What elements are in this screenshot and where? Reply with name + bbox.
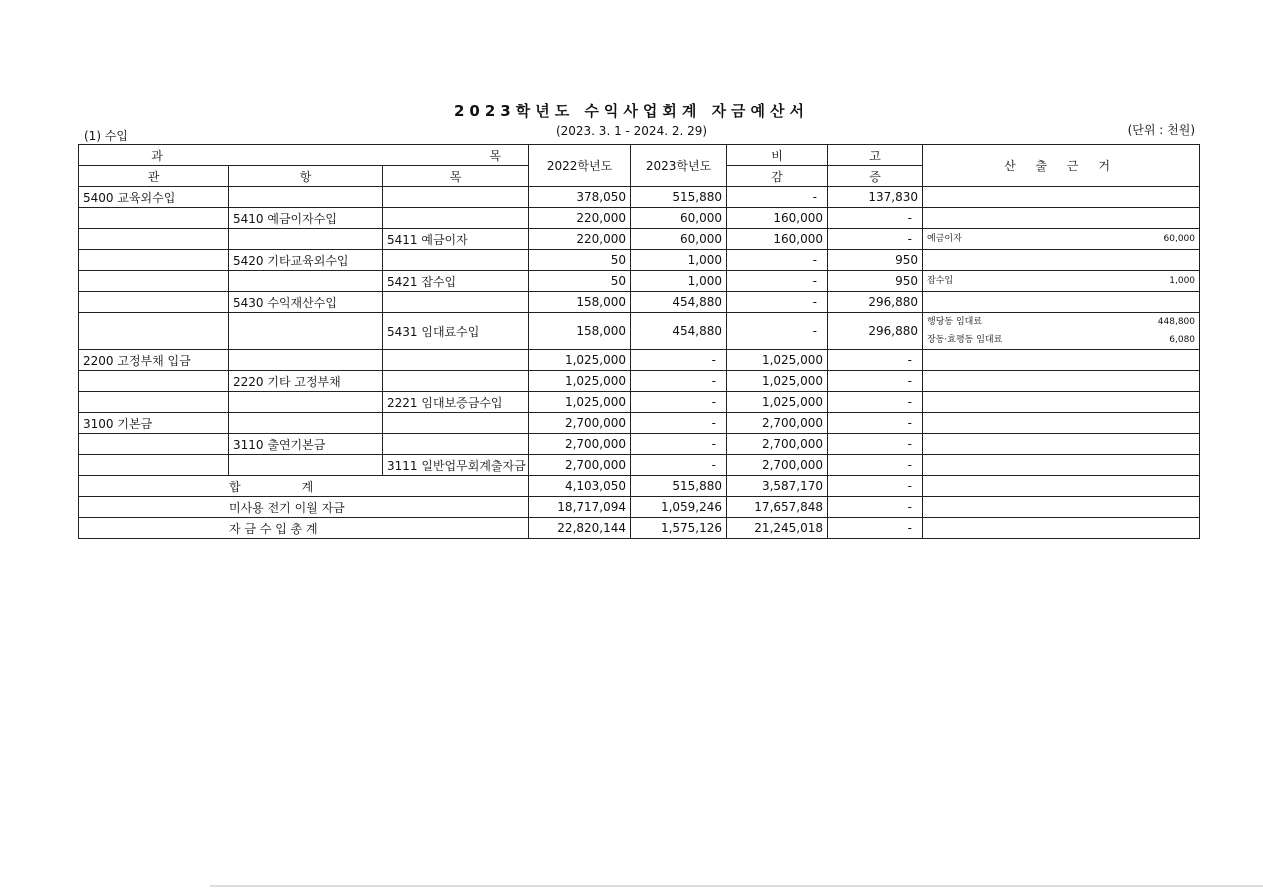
basis-line [927,272,1195,290]
summary-basis [923,497,1200,518]
header-basis: 산 출 근 거 [923,145,1200,187]
increase-cell: 296,880 [828,313,923,350]
header-decrease: 감 [727,166,828,187]
gwan-cell: 2200 고정부채 입금 [79,350,229,371]
amount-2023: - [631,434,727,455]
mok-cell: 5431 임대료수입 [383,313,529,350]
header-gwa-mok [79,145,529,166]
mok-cell [383,434,529,455]
summary-row [79,497,1200,518]
summary-2023: 1,059,246 [631,497,727,518]
hang-cell [229,271,383,292]
mok-cell [383,371,529,392]
basis-cell [923,313,1200,350]
hang-cell [229,313,383,350]
basis-value: 1,000 [1169,276,1196,286]
mok-cell [383,208,529,229]
basis-cell [923,271,1200,292]
decrease-cell: 1,025,000 [727,350,828,371]
table-row [79,187,1200,208]
header-bi: 비 [727,145,828,166]
basis-cell [923,434,1200,455]
decrease-cell: 2,700,000 [727,434,828,455]
decrease-cell: - [727,313,828,350]
hang-cell: 5410 예금이자수입 [229,208,383,229]
summary-increase: - [828,518,923,539]
amount-2023: 454,880 [631,313,727,350]
gwan-cell [79,229,229,250]
hang-cell [229,229,383,250]
decrease-cell: 1,025,000 [727,371,828,392]
amount-2023: - [631,350,727,371]
increase-cell: - [828,229,923,250]
increase-cell: 296,880 [828,292,923,313]
basis-cell [923,455,1200,476]
mok-cell: 3111 일반업무회계출자금 [383,455,529,476]
mok-cell [383,187,529,208]
amount-2023: 60,000 [631,229,727,250]
mok-cell [383,413,529,434]
decrease-cell: 160,000 [727,208,828,229]
basis-label: 잡수입 [927,276,954,286]
summary-2023: 515,880 [631,476,727,497]
summary-basis [923,476,1200,497]
header-hang: 항 [229,166,383,187]
table-row [79,413,1200,434]
summary-2022: 18,717,094 [529,497,631,518]
increase-cell: 950 [828,271,923,292]
header-mok: 목 [383,166,529,187]
basis-line [927,313,1195,331]
budget-table [78,144,1200,539]
amount-2022: 1,025,000 [529,392,631,413]
table-row [79,229,1200,250]
amount-2022: 50 [529,271,631,292]
amount-2023: - [631,455,727,476]
summary-decrease: 3,587,170 [727,476,828,497]
summary-increase: - [828,476,923,497]
basis-cell [923,292,1200,313]
amount-2022: 2,700,000 [529,413,631,434]
header-row-top [79,145,1200,166]
scan-edge-line [210,885,1263,887]
header-increase: 증 [828,166,923,187]
increase-cell: - [828,392,923,413]
decrease-cell: 2,700,000 [727,413,828,434]
gwan-cell [79,271,229,292]
table-row [79,371,1200,392]
decrease-cell: - [727,187,828,208]
basis-cell [923,413,1200,434]
summary-decrease: 17,657,848 [727,497,828,518]
summary-row [79,476,1200,497]
basis-label: 행당동 임대료 [927,317,983,327]
unit-label: (단위 : 천원) [1127,123,1195,137]
summary-label: 자 금 수 입 총 계 [79,518,529,539]
mok-cell: 5421 잡수입 [383,271,529,292]
hang-cell [229,455,383,476]
gwan-cell [79,392,229,413]
basis-cell [923,250,1200,271]
hang-cell: 2220 기타 고정부채 [229,371,383,392]
amount-2022: 220,000 [529,208,631,229]
decrease-cell: - [727,292,828,313]
gwan-cell [79,292,229,313]
summary-label: 합 계 [79,476,529,497]
mok-cell [383,292,529,313]
increase-cell: - [828,455,923,476]
decrease-cell: 160,000 [727,229,828,250]
increase-cell: - [828,350,923,371]
amount-2023: - [631,371,727,392]
amount-2022: 158,000 [529,313,631,350]
basis-value: 60,000 [1163,234,1196,244]
amount-2022: 158,000 [529,292,631,313]
increase-cell: - [828,208,923,229]
amount-2022: 1,025,000 [529,350,631,371]
table-row [79,250,1200,271]
gwan-cell: 5400 교육외수입 [79,187,229,208]
table-row [79,292,1200,313]
gwan-cell [79,208,229,229]
mok-cell [383,250,529,271]
basis-cell [923,350,1200,371]
basis-cell [923,371,1200,392]
summary-2022: 22,820,144 [529,518,631,539]
amount-2023: 515,880 [631,187,727,208]
basis-label: 장동·효평동 임대료 [927,335,1003,345]
summary-2022: 4,103,050 [529,476,631,497]
amount-2023: 454,880 [631,292,727,313]
gwan-cell [79,434,229,455]
amount-2022: 220,000 [529,229,631,250]
basis-line [927,331,1195,349]
gwan-cell [79,455,229,476]
hang-cell [229,350,383,371]
section-label: (1) 수입 [84,129,128,143]
decrease-cell: - [727,271,828,292]
basis-cell [923,208,1200,229]
amount-2022: 50 [529,250,631,271]
header-gwa: 과 [151,148,163,163]
table-row [79,455,1200,476]
hang-cell [229,392,383,413]
decrease-cell: 1,025,000 [727,392,828,413]
hang-cell: 3110 출연기본금 [229,434,383,455]
basis-cell [923,187,1200,208]
gwan-cell [79,371,229,392]
mok-cell: 5411 예금이자 [383,229,529,250]
basis-cell [923,229,1200,250]
amount-2023: - [631,413,727,434]
amount-2023: 1,000 [631,271,727,292]
increase-cell: - [828,413,923,434]
summary-label: 미사용 전기 이월 자금 [79,497,529,518]
hang-cell [229,187,383,208]
header-2022: 2022학년도 [529,145,631,187]
increase-cell: 137,830 [828,187,923,208]
amount-2022: 2,700,000 [529,434,631,455]
gwan-cell: 3100 기본금 [79,413,229,434]
table-row [79,392,1200,413]
summary-2023: 1,575,126 [631,518,727,539]
header-gwan: 관 [79,166,229,187]
table-row [79,434,1200,455]
mok-cell [383,350,529,371]
hang-cell: 5420 기타교육외수입 [229,250,383,271]
table-row [79,313,1200,350]
fiscal-period: (2023. 3. 1 - 2024. 2. 29) [555,124,708,138]
mok-cell: 2221 임대보증금수입 [383,392,529,413]
amount-2022: 1,025,000 [529,371,631,392]
decrease-cell: 2,700,000 [727,455,828,476]
increase-cell: - [828,371,923,392]
decrease-cell: - [727,250,828,271]
amount-2022: 378,050 [529,187,631,208]
table-row [79,271,1200,292]
basis-line [927,230,1195,248]
amount-2023: 60,000 [631,208,727,229]
basis-value: 6,080 [1169,335,1196,345]
gwan-cell [79,250,229,271]
summary-increase: - [828,497,923,518]
document-title: 2023학년도 수익사업회계 자금예산서 [453,102,810,120]
header-2023: 2023학년도 [631,145,727,187]
amount-2023: - [631,392,727,413]
basis-label: 예금이자 [927,234,962,244]
summary-decrease: 21,245,018 [727,518,828,539]
summary-basis [923,518,1200,539]
amount-2023: 1,000 [631,250,727,271]
summary-row [79,518,1200,539]
gwan-cell [79,313,229,350]
table-row [79,208,1200,229]
header-go: 고 [828,145,923,166]
increase-cell: - [828,434,923,455]
table-row [79,350,1200,371]
basis-value: 448,800 [1157,317,1196,327]
hang-cell: 5430 수익재산수입 [229,292,383,313]
hang-cell [229,413,383,434]
increase-cell: 950 [828,250,923,271]
basis-cell [923,392,1200,413]
amount-2022: 2,700,000 [529,455,631,476]
header-mok-top: 목 [489,148,501,163]
